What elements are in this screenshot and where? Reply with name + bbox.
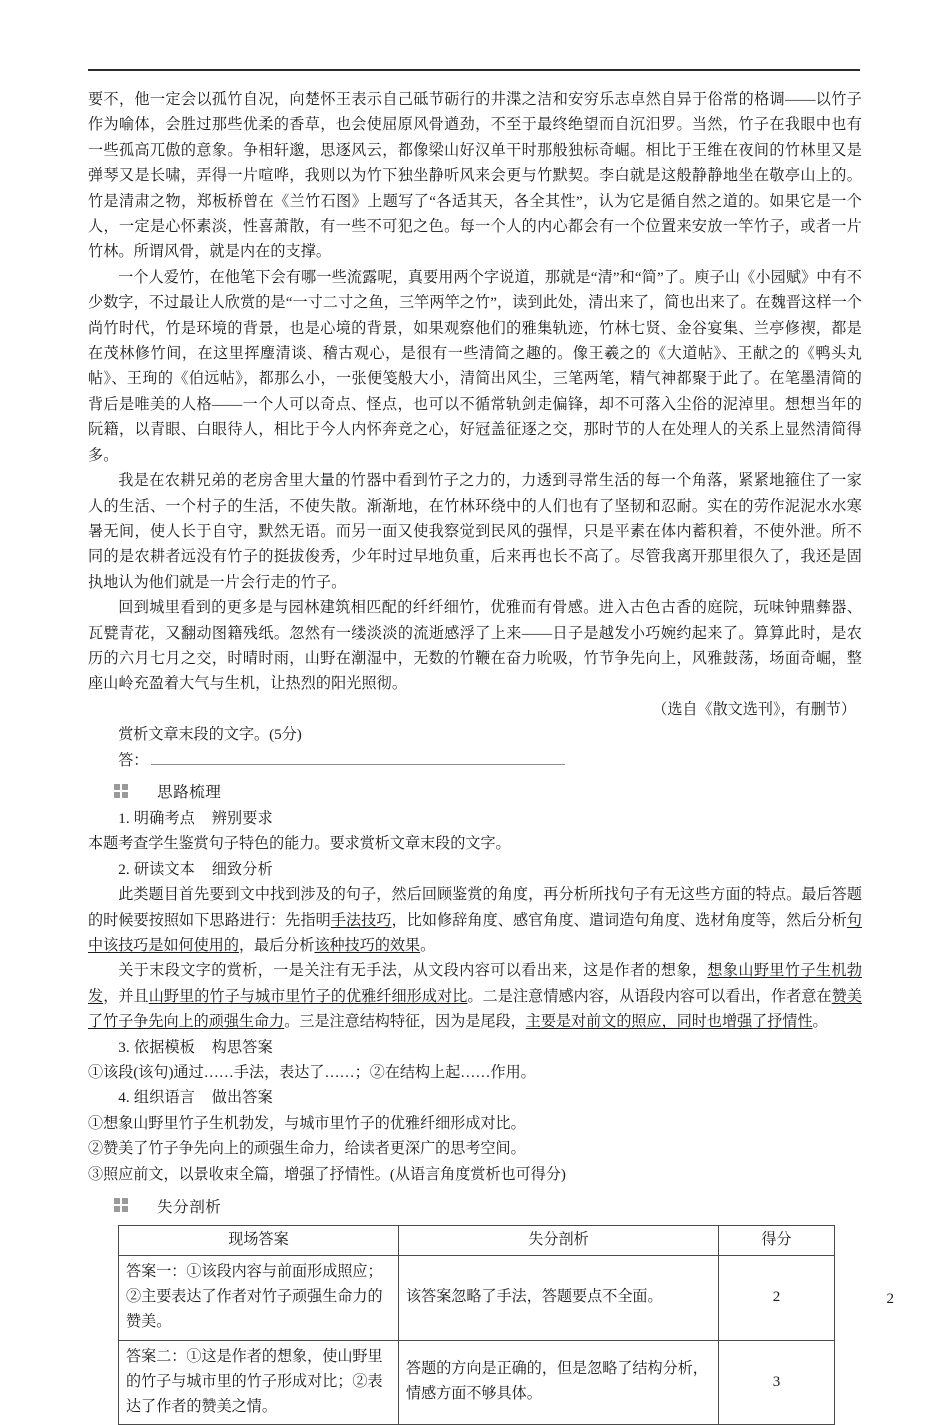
- question-prompt: 赏析文章末段的文字。(5分): [118, 727, 302, 744]
- table-header-row: [119, 1226, 835, 1256]
- article-paragraph-4: 回到城里看到的更多是与园林建筑相匹配的纤纤细竹，优雅而有骨感。进入古色古香的庭院，玩味钟鼎彝器、瓦甓青花，又翻动图籍残纸。忽然有一缕淡淡的流逝感浮了上来——日子是越发小巧婉约起来了。算算此时，是农历的六月七月之交，时晴时雨，山野在潮湿中，无数的竹鞭在奋力吮吸，竹节争先向上，风雅鼓荡，场面奇崛，整座山岭充盈着大气与生机，让热烈的阳光照彻。: [88, 600, 862, 693]
- table-row: [119, 1256, 835, 1341]
- step-2-body-paragraph-1: [88, 883, 862, 959]
- grid-2x2-icon: [114, 784, 129, 799]
- step-2-subtitle: 细致分析: [211, 861, 273, 878]
- step-1-subtitle: 辨别要求: [211, 810, 273, 827]
- article-paragraph-3: 我是在农耕兄弟的老房舍里大量的竹器中看到竹子之力的，力透到寻常生活的每一个角落，紧紧地箍住了一家人的生活、一个村子的生活，不使失散。渐渐地，在竹林环绕中的人们也有了坚韧和忍耐。实在的劳作泥泥水水寒暑无间，使人长于自守，默然无语。而另一面又使我察觉到民风的强悍，只是平素在体内蓄积着，不使外泄。所不同的是农耕者远没有竹子的挺拔俊秀，少年时过早地负重，后来再也长不高了。尽管我离开那里很久了，我还是固执地认为他们就是一片会行走的竹子。: [88, 473, 862, 591]
- step-3-heading: [88, 1036, 862, 1061]
- step-3-title: 依据模板: [133, 1039, 196, 1056]
- step-2-number: 2.: [118, 861, 130, 878]
- document-content: [88, 88, 862, 1425]
- underlined-run: 想象山野里竹子生机勃发: [88, 963, 862, 1005]
- step-1-heading: [88, 807, 862, 832]
- text-run: ，最后分析: [238, 938, 315, 954]
- text-run: 此类题目首先要到文中找到涉及的句子，然后回顾鉴赏的角度，再分析所找句子有无这些方面的特点。最后答题的时候要按照如下思路进行：先指明: [88, 887, 862, 929]
- column-header-critique: 失分剖析: [399, 1226, 719, 1256]
- step-3-body: ①该段(该句)通过……手法，表达了……；②在结构上起……作用。: [88, 1065, 536, 1082]
- text-run: ，比如修辞角度、感官角度、遣词造句角度、选材角度等，然后分析: [391, 912, 847, 929]
- text-run: 。二是注意情感内容，从语段内容可以看出，作者意在: [467, 988, 832, 1005]
- header-rule: [88, 69, 860, 71]
- answer-label: 答：: [118, 752, 149, 769]
- section-title-thought: 思路梳理: [157, 784, 222, 802]
- underlined-run: 山野里的竹子与城市里竹子的优雅纤细形成对比: [148, 988, 468, 1005]
- step-1-title: 明确考点: [133, 810, 196, 827]
- step-4-answer-2: ②赞美了竹子争先向上的顽强生命力，给读者更深广的思考空间。: [88, 1141, 526, 1158]
- step-4-number: 4.: [118, 1090, 130, 1107]
- step-4-answer-3: ③照应前文，以景收束全篇，增强了抒情性。(从语言角度赏析也可得分): [88, 1166, 566, 1183]
- cell-critique: 答题的方向是正确的，但是忽略了结构分析，情感方面不够具体。: [399, 1340, 719, 1425]
- answer-blank-line[interactable]: [151, 749, 565, 765]
- analysis-table-wrapper: [88, 1225, 862, 1425]
- column-header-score: 得分: [719, 1226, 835, 1256]
- underlined-run: 该种技巧的效果: [314, 938, 421, 954]
- cell-critique: 该答案忽略了手法，答题要点不全面。: [399, 1256, 719, 1341]
- underlined-run: 句中该技巧是如何使用的: [88, 912, 862, 954]
- step-2-heading: [88, 858, 862, 883]
- step-4-title: 组织语言: [133, 1090, 196, 1107]
- table-row: [119, 1340, 835, 1425]
- article-source: （选自《散文选刊》，有删节）: [652, 701, 856, 718]
- step-2-title: 研读文本: [133, 861, 196, 878]
- article-paragraph-1: 要不，他一定会以孤竹自况，向楚怀王表示自己砥节砺行的井渫之洁和安穷乐志卓然自异于俗常的格调——以竹子作为喻体，会胜过那些优柔的香草，也会使屈原风骨遒劲，不至于最终绝望而自沉汨罗。当然，竹子在我眼中也有一些孤高兀傲的意象。争相轩邈，思逐风云，都像梁山好汉单干时那般独标奇崛。相比于王维在夜间的竹林里又是弹琴又是长啸，弄得一片喧哗，我则以为竹下独坐静听风来会更与竹默契。李白就是这般静静地坐在敬亭山上的。竹是清肃之物，郑板桥曾在《兰竹石图》上题写了“各适其天，各全其性”，认为它是循自然之道的。如果它是一个人，一定是心怀素淡，性喜萧散，有一些不可犯之色。每一个人的内心都会有一个位置来安放一竿竹子，或者一片竹林。所谓风骨，就是内在的支撑。: [88, 92, 862, 261]
- column-header-answer: 现场答案: [119, 1226, 399, 1256]
- step-1-body: 本题考查学生鉴赏句子特色的能力。要求赏析文章末段的文字。: [88, 836, 511, 853]
- section-header-analysis: [88, 1192, 862, 1219]
- underlined-run: 赞美了竹子争先向上的顽强生命力: [88, 988, 862, 1031]
- text-run: 。: [420, 938, 436, 954]
- step-4-heading: [88, 1086, 862, 1111]
- cell-score: 3: [719, 1340, 835, 1425]
- text-run: ，并且: [103, 988, 149, 1005]
- step-4-subtitle: 做出答案: [211, 1090, 273, 1107]
- cell-answer: 答案二：①这是作者的想象，使山野里的竹子与城市里的竹子形成对比；②表达了作者的赞美之情。: [119, 1340, 399, 1425]
- section-header-thought: [88, 778, 862, 805]
- step-3-number: 3.: [118, 1039, 130, 1056]
- cell-answer: 答案一：①该段内容与前面形成照应；②主要表达了作者对竹子顽强生命力的赞美。: [119, 1256, 399, 1341]
- analysis-table: [118, 1225, 835, 1425]
- underlined-run: 手法技巧: [330, 912, 392, 929]
- cell-score: 2: [719, 1256, 835, 1341]
- grid-2x2-icon: [114, 1198, 129, 1213]
- section-title-analysis: 失分剖析: [157, 1198, 222, 1216]
- article-paragraph-2: 一个人爱竹，在他笔下会有哪一些流露呢，真要用两个字说道，那就是“清”和“简”了。庾子山《小园赋》中有不少数字，不过最让人欣赏的是“一寸二寸之鱼，三竿两竿之竹”，读到此处，清出来了，简也出来了。在魏晋这样一个尚竹时代，竹是环境的背景，也是心境的背景，如果观察他们的雅集轨迹，竹林七贤、金谷宴集、兰亭修禊，都是在茂林修竹间，在这里挥麈清谈、稽古观心，是很有一些清简之趣的。像王羲之的《大道帖》、王献之的《鸭头丸帖》、王珣的《伯远帖》，都那么小，一张便笺般大小，清简出风尘，三笔两笔，精气神都聚于此了。在笔墨清简的背后是唯美的人格——一个人可以奇点、怪点，也可以不循常轨剑走偏锋，却不可落入尘俗的泥淖里。想想当年的阮籍，以青眼、白眼待人，相比于今人内怀奔竞之心，好冠盖征逐之交，那时节的人在处理人的关系上显然清简得多。: [88, 269, 862, 464]
- text-run: 。: [812, 1014, 828, 1031]
- step-4-answer-1: ①想象山野里竹子生机勃发，与城市里竹子的优雅纤细形成对比。: [88, 1115, 526, 1132]
- step-3-subtitle: 构思答案: [211, 1039, 273, 1056]
- underlined-run: 主要是对前文的照应，同时也增强了抒情性: [525, 1014, 813, 1031]
- text-run: 。三是注意结构特征，因为是尾段，: [284, 1014, 526, 1031]
- text-run: 关于末段文字的赏析，一是关注有无手法，从文段内容可以看出来，这是作者的想象，: [118, 963, 708, 980]
- step-2-body-paragraph-2: [88, 959, 862, 1035]
- page-number: 2: [886, 1291, 894, 1307]
- step-1-number: 1.: [118, 810, 130, 827]
- answer-row: [88, 749, 862, 774]
